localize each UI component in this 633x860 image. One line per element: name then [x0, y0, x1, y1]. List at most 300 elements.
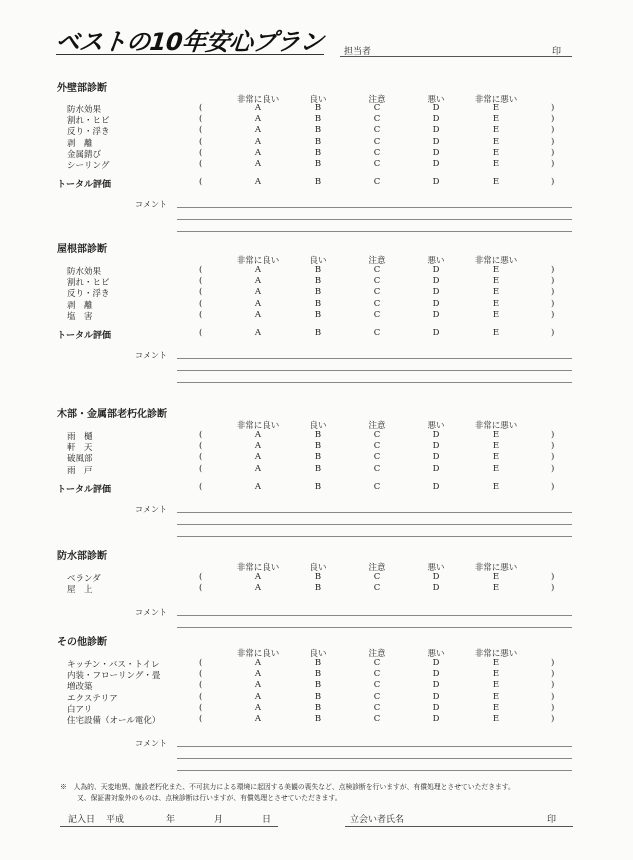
- level-header: 悪い: [427, 563, 445, 573]
- item-label: 塩 害: [67, 311, 93, 322]
- rating-row: [0, 287, 633, 298]
- grade-option[interactable]: A: [254, 452, 262, 463]
- grade-option[interactable]: B: [314, 147, 322, 158]
- rating-row: [0, 148, 633, 159]
- grade-option[interactable]: B: [314, 136, 322, 147]
- grade-option[interactable]: A: [254, 177, 262, 188]
- close-paren: ): [551, 481, 555, 492]
- grade-option[interactable]: A: [254, 147, 262, 158]
- grade-option[interactable]: E: [492, 691, 500, 702]
- item-label: 防水効果: [67, 105, 102, 115]
- level-header: 非常に悪い: [474, 256, 518, 266]
- section-title: 外壁部診断: [57, 83, 107, 94]
- grade-option[interactable]: C: [373, 680, 381, 691]
- staff-label: 担当者: [344, 47, 372, 57]
- grade-option[interactable]: A: [254, 714, 262, 724]
- grade-option[interactable]: D: [432, 125, 440, 136]
- grade-option[interactable]: E: [492, 159, 500, 169]
- grade-option[interactable]: A: [254, 159, 262, 169]
- comment-line[interactable]: [177, 231, 572, 232]
- grade-option[interactable]: A: [254, 572, 262, 582]
- note-line: ※ 人為的、天変地異、施設老朽化また、不可抗力による環境に起因する美観の喪失など、点検診断を行いますが、有償処理とさせていただきます。: [60, 783, 515, 791]
- level-header: 非常に良い: [236, 649, 280, 659]
- section-title: 木部・金属部老朽化診断: [57, 409, 167, 420]
- grade-option[interactable]: D: [432, 114, 440, 125]
- grade-option[interactable]: B: [314, 309, 322, 320]
- grade-option[interactable]: E: [492, 463, 500, 474]
- close-paren: ): [551, 669, 555, 680]
- comment-line[interactable]: [177, 536, 572, 537]
- grade-option[interactable]: A: [254, 430, 262, 440]
- grade-option[interactable]: D: [432, 159, 440, 169]
- item-label: 内装・フローリング・畳: [67, 671, 161, 682]
- grade-option[interactable]: B: [314, 441, 322, 452]
- level-header: 悪い: [427, 649, 445, 659]
- total-rating-row: [0, 482, 633, 493]
- grade-option[interactable]: D: [432, 691, 440, 702]
- grade-option[interactable]: C: [373, 452, 381, 463]
- comment-label: コメント: [135, 504, 167, 514]
- grade-option[interactable]: A: [254, 114, 262, 125]
- entry-date-line[interactable]: [60, 826, 278, 827]
- level-header: 注意: [368, 256, 386, 266]
- grade-option[interactable]: A: [254, 309, 262, 320]
- level-header: 非常に悪い: [474, 95, 518, 105]
- comment-line[interactable]: [177, 512, 572, 513]
- rating-row: [0, 572, 633, 583]
- item-label: 白アリ: [67, 704, 93, 715]
- open-paren: (: [199, 136, 203, 147]
- item-label: 剥 離: [67, 138, 93, 149]
- level-header: 良い: [309, 256, 327, 266]
- level-header: 良い: [309, 563, 327, 573]
- level-header-row: [0, 647, 633, 658]
- open-paren: (: [199, 309, 203, 320]
- item-label: 屋 上: [67, 585, 93, 596]
- witness-label: 立会い者氏名: [350, 815, 405, 825]
- grade-option[interactable]: D: [432, 441, 440, 452]
- close-paren: ): [551, 441, 555, 452]
- grade-option[interactable]: A: [254, 669, 262, 680]
- item-label: 金属錆び: [67, 149, 102, 160]
- level-header: 良い: [309, 95, 327, 105]
- comment-line[interactable]: [177, 746, 572, 747]
- level-header: 注意: [368, 649, 386, 659]
- close-paren: ): [551, 309, 555, 320]
- open-paren: (: [199, 691, 203, 702]
- grade-option[interactable]: D: [432, 328, 440, 338]
- open-paren: (: [199, 147, 203, 158]
- grade-option[interactable]: B: [314, 125, 322, 136]
- grade-option[interactable]: D: [432, 298, 440, 309]
- item-label: 割れ・ヒビ: [67, 116, 110, 127]
- rating-row: [0, 310, 633, 321]
- section-title: その他診断: [57, 637, 107, 648]
- grade-option[interactable]: E: [492, 669, 500, 680]
- grade-option[interactable]: B: [314, 177, 322, 188]
- rating-row: [0, 299, 633, 310]
- close-paren: ): [551, 714, 555, 724]
- open-paren: (: [199, 177, 203, 188]
- close-paren: ): [551, 680, 555, 691]
- close-paren: ): [551, 177, 555, 188]
- comment-label: コメント: [135, 351, 167, 360]
- grade-option[interactable]: E: [492, 114, 500, 125]
- grade-option[interactable]: C: [373, 430, 381, 440]
- rating-row: [0, 137, 633, 148]
- month-label: 月: [214, 815, 224, 825]
- grade-option[interactable]: C: [373, 147, 381, 158]
- grade-option[interactable]: D: [432, 177, 440, 188]
- level-header: 非常に悪い: [474, 649, 518, 659]
- grade-option[interactable]: A: [254, 136, 262, 147]
- grade-option[interactable]: C: [373, 125, 381, 136]
- grade-option[interactable]: D: [432, 481, 440, 492]
- grade-option[interactable]: E: [492, 702, 500, 713]
- level-header: 悪い: [427, 95, 445, 105]
- open-paren: (: [199, 452, 203, 463]
- grade-option[interactable]: A: [254, 658, 262, 668]
- grade-option[interactable]: E: [492, 276, 500, 287]
- grade-option[interactable]: A: [254, 103, 262, 113]
- close-paren: ): [551, 103, 555, 113]
- grade-option[interactable]: B: [314, 572, 322, 582]
- era-label: 平成: [106, 815, 125, 825]
- grade-option[interactable]: A: [254, 265, 262, 275]
- grade-option[interactable]: C: [373, 714, 381, 724]
- item-label: 割れ・ヒビ: [67, 278, 110, 289]
- close-paren: ): [551, 452, 555, 463]
- level-header: 非常に良い: [236, 421, 280, 431]
- grade-option[interactable]: C: [373, 177, 381, 188]
- grade-option[interactable]: E: [492, 583, 500, 594]
- grade-option[interactable]: B: [314, 430, 322, 440]
- grade-option[interactable]: D: [432, 265, 440, 275]
- close-paren: ): [551, 265, 555, 275]
- total-label: トータル評価: [57, 331, 112, 341]
- rating-row: [0, 658, 633, 669]
- grade-option[interactable]: C: [373, 265, 381, 275]
- grade-option[interactable]: A: [254, 702, 262, 713]
- grade-option[interactable]: B: [314, 328, 322, 338]
- close-paren: ): [551, 136, 555, 147]
- grade-option[interactable]: A: [254, 680, 262, 691]
- close-paren: ): [551, 328, 555, 338]
- grade-option[interactable]: E: [492, 298, 500, 309]
- grade-option[interactable]: D: [432, 276, 440, 287]
- grade-option[interactable]: C: [373, 658, 381, 668]
- grade-option[interactable]: D: [432, 702, 440, 713]
- item-label: 住宅設備（オール電化）: [67, 716, 161, 726]
- open-paren: (: [199, 287, 203, 298]
- grade-option[interactable]: C: [373, 103, 381, 113]
- grade-option[interactable]: B: [314, 463, 322, 474]
- open-paren: (: [199, 159, 203, 169]
- comment-label: コメント: [135, 200, 167, 210]
- rating-row: [0, 265, 633, 276]
- grade-option[interactable]: C: [373, 298, 381, 309]
- item-label: 雨 戸: [67, 465, 93, 476]
- day-label: 日: [262, 815, 272, 825]
- section-title: 防水部診断: [57, 551, 107, 562]
- grade-option[interactable]: A: [254, 276, 262, 287]
- rating-row: [0, 103, 633, 114]
- item-label: 剥 離: [67, 300, 93, 311]
- grade-option[interactable]: C: [373, 481, 381, 492]
- grade-option[interactable]: D: [432, 583, 440, 594]
- item-label: 反り・浮き: [67, 289, 110, 300]
- level-header-row: [0, 561, 633, 572]
- grade-option[interactable]: A: [254, 583, 262, 594]
- rating-row: [0, 430, 633, 441]
- grade-option[interactable]: E: [492, 572, 500, 582]
- grade-option[interactable]: B: [314, 159, 322, 169]
- grade-option[interactable]: D: [432, 680, 440, 691]
- comment-line[interactable]: [177, 382, 572, 383]
- comment-line[interactable]: [177, 207, 572, 208]
- open-paren: (: [199, 276, 203, 287]
- close-paren: ): [551, 125, 555, 136]
- level-header: 非常に良い: [236, 563, 280, 573]
- close-paren: ): [551, 463, 555, 474]
- close-paren: ): [551, 159, 555, 169]
- level-header: 非常に悪い: [474, 563, 518, 573]
- close-paren: ): [551, 287, 555, 298]
- rating-row: [0, 692, 633, 703]
- grade-option[interactable]: B: [314, 481, 322, 492]
- grade-option[interactable]: D: [432, 452, 440, 463]
- comment-label: コメント: [135, 608, 167, 618]
- level-header: 注意: [368, 563, 386, 573]
- open-paren: (: [199, 658, 203, 668]
- grade-option[interactable]: B: [314, 583, 322, 594]
- grade-option[interactable]: C: [373, 441, 381, 452]
- grade-option[interactable]: B: [314, 702, 322, 713]
- grade-option[interactable]: A: [254, 691, 262, 702]
- close-paren: ): [551, 583, 555, 594]
- total-rating-row: [0, 177, 633, 191]
- item-label: 軒 天: [67, 443, 93, 454]
- item-label: ベランダ: [67, 574, 101, 584]
- close-paren: ): [551, 147, 555, 158]
- grade-option[interactable]: A: [254, 287, 262, 298]
- grade-option[interactable]: E: [492, 452, 500, 463]
- grade-option[interactable]: B: [314, 452, 322, 463]
- grade-option[interactable]: C: [373, 309, 381, 320]
- item-label: 破風部: [67, 454, 93, 465]
- level-header: 注意: [368, 95, 386, 105]
- comment-label: コメント: [135, 739, 167, 749]
- grade-option[interactable]: C: [373, 572, 381, 582]
- grade-option[interactable]: A: [254, 481, 262, 492]
- open-paren: (: [199, 103, 203, 113]
- comment-line[interactable]: [177, 370, 572, 371]
- grade-option[interactable]: E: [492, 658, 500, 668]
- close-paren: ): [551, 691, 555, 702]
- close-paren: ): [551, 298, 555, 309]
- open-paren: (: [199, 702, 203, 713]
- grade-option[interactable]: E: [492, 714, 500, 724]
- level-header: 良い: [309, 421, 327, 431]
- grade-option[interactable]: E: [492, 309, 500, 320]
- grade-option[interactable]: C: [373, 287, 381, 298]
- grade-option[interactable]: D: [432, 430, 440, 440]
- rating-row: [0, 680, 633, 691]
- comment-line[interactable]: [177, 758, 572, 759]
- grade-option[interactable]: E: [492, 481, 500, 492]
- entry-date-label: 記入日: [68, 815, 96, 825]
- open-paren: (: [199, 481, 203, 492]
- comment-line[interactable]: [177, 358, 572, 359]
- grade-option[interactable]: A: [254, 463, 262, 474]
- grade-option[interactable]: E: [492, 265, 500, 275]
- grade-option[interactable]: D: [432, 463, 440, 474]
- comment-line[interactable]: [177, 524, 572, 525]
- grade-option[interactable]: E: [492, 147, 500, 158]
- rating-row: [0, 276, 633, 287]
- open-paren: (: [199, 463, 203, 474]
- grade-option[interactable]: D: [432, 103, 440, 113]
- note-line: 又、保証書対象外のものは、点検診断は行いますが、有償処理とさせていただきます。: [77, 794, 342, 802]
- grade-option[interactable]: A: [254, 328, 262, 338]
- grade-option[interactable]: C: [373, 463, 381, 474]
- title-underline: [56, 54, 324, 55]
- close-paren: ): [551, 430, 555, 440]
- section-title: 屋根部診断: [57, 244, 107, 255]
- rating-row: [0, 452, 633, 463]
- grade-option[interactable]: A: [254, 125, 262, 136]
- witness-name-line[interactable]: [345, 826, 573, 827]
- close-paren: ): [551, 114, 555, 125]
- grade-option[interactable]: E: [492, 125, 500, 136]
- grade-option[interactable]: D: [432, 572, 440, 582]
- level-header: 非常に悪い: [474, 421, 518, 431]
- grade-option[interactable]: C: [373, 136, 381, 147]
- open-paren: (: [199, 298, 203, 309]
- staff-seal-label: 印: [552, 47, 562, 57]
- grade-option[interactable]: A: [254, 441, 262, 452]
- open-paren: (: [199, 669, 203, 680]
- grade-option[interactable]: C: [373, 669, 381, 680]
- comment-line[interactable]: [177, 615, 572, 616]
- open-paren: (: [199, 265, 203, 275]
- grade-option[interactable]: D: [432, 136, 440, 147]
- level-header-row: [0, 419, 633, 430]
- grade-option[interactable]: D: [432, 309, 440, 320]
- comment-line[interactable]: [177, 219, 572, 220]
- grade-option[interactable]: E: [492, 328, 500, 338]
- grade-option[interactable]: B: [314, 298, 322, 309]
- grade-option[interactable]: D: [432, 714, 440, 724]
- grade-option[interactable]: C: [373, 702, 381, 713]
- rating-row: [0, 669, 633, 680]
- item-label: 防水効果: [67, 267, 102, 277]
- rating-row: [0, 583, 633, 594]
- grade-option[interactable]: E: [492, 287, 500, 298]
- grade-option[interactable]: B: [314, 265, 322, 275]
- open-paren: (: [199, 714, 203, 724]
- rating-row: [0, 125, 633, 136]
- grade-option[interactable]: B: [314, 287, 322, 298]
- comment-line[interactable]: [177, 627, 572, 628]
- item-label: キッチン・バス・トイレ: [67, 660, 160, 670]
- item-label: 増改築: [67, 682, 93, 693]
- total-label: トータル評価: [57, 484, 112, 495]
- grade-option[interactable]: C: [373, 691, 381, 702]
- rating-row: [0, 714, 633, 725]
- grade-option[interactable]: E: [492, 441, 500, 452]
- level-header: 非常に良い: [236, 256, 280, 266]
- grade-option[interactable]: E: [492, 136, 500, 147]
- total-rating-row: [0, 328, 633, 339]
- close-paren: ): [551, 572, 555, 582]
- open-paren: (: [199, 430, 203, 440]
- rating-row: [0, 703, 633, 714]
- level-header-row: [0, 254, 633, 265]
- close-paren: ): [551, 702, 555, 713]
- grade-option[interactable]: C: [373, 583, 381, 594]
- grade-option[interactable]: D: [432, 658, 440, 668]
- grade-option[interactable]: B: [314, 669, 322, 680]
- grade-option[interactable]: E: [492, 103, 500, 113]
- grade-option[interactable]: A: [254, 298, 262, 309]
- comment-line[interactable]: [177, 770, 572, 771]
- level-header: 非常に良い: [236, 95, 280, 105]
- page-title: ベストの10年安心プラン: [54, 28, 325, 56]
- grade-option[interactable]: B: [314, 691, 322, 702]
- item-label: シーリング: [67, 161, 110, 171]
- total-label: トータル評価: [57, 180, 112, 191]
- staff-field-line[interactable]: [340, 56, 572, 57]
- grade-option[interactable]: B: [314, 114, 322, 125]
- open-paren: (: [199, 125, 203, 136]
- grade-option[interactable]: D: [432, 287, 440, 298]
- grade-option[interactable]: B: [314, 103, 322, 113]
- item-label: 反り・浮き: [67, 127, 110, 138]
- open-paren: (: [199, 680, 203, 691]
- level-header: 悪い: [427, 256, 445, 266]
- level-header: 悪い: [427, 421, 445, 431]
- open-paren: (: [199, 328, 203, 338]
- open-paren: (: [199, 114, 203, 125]
- grade-option[interactable]: C: [373, 114, 381, 125]
- rating-row: [0, 441, 633, 452]
- item-label: 雨 樋: [67, 432, 93, 442]
- witness-seal-label: 印: [547, 815, 557, 825]
- grade-option[interactable]: E: [492, 430, 500, 440]
- level-header: 注意: [368, 421, 386, 431]
- grade-option[interactable]: C: [373, 328, 381, 338]
- grade-option[interactable]: B: [314, 658, 322, 668]
- close-paren: ): [551, 276, 555, 287]
- rating-row: [0, 159, 633, 170]
- level-header: 良い: [309, 649, 327, 659]
- grade-option[interactable]: C: [373, 159, 381, 169]
- rating-row: [0, 464, 633, 475]
- grade-option[interactable]: B: [314, 276, 322, 287]
- open-paren: (: [199, 572, 203, 582]
- grade-option[interactable]: B: [314, 680, 322, 691]
- rating-row: [0, 114, 633, 125]
- grade-option[interactable]: E: [492, 680, 500, 691]
- grade-option[interactable]: D: [432, 147, 440, 158]
- grade-option[interactable]: C: [373, 276, 381, 287]
- grade-option[interactable]: B: [314, 714, 322, 724]
- grade-option[interactable]: D: [432, 669, 440, 680]
- item-label: エクステリア: [67, 693, 118, 704]
- open-paren: (: [199, 441, 203, 452]
- grade-option[interactable]: E: [492, 177, 500, 188]
